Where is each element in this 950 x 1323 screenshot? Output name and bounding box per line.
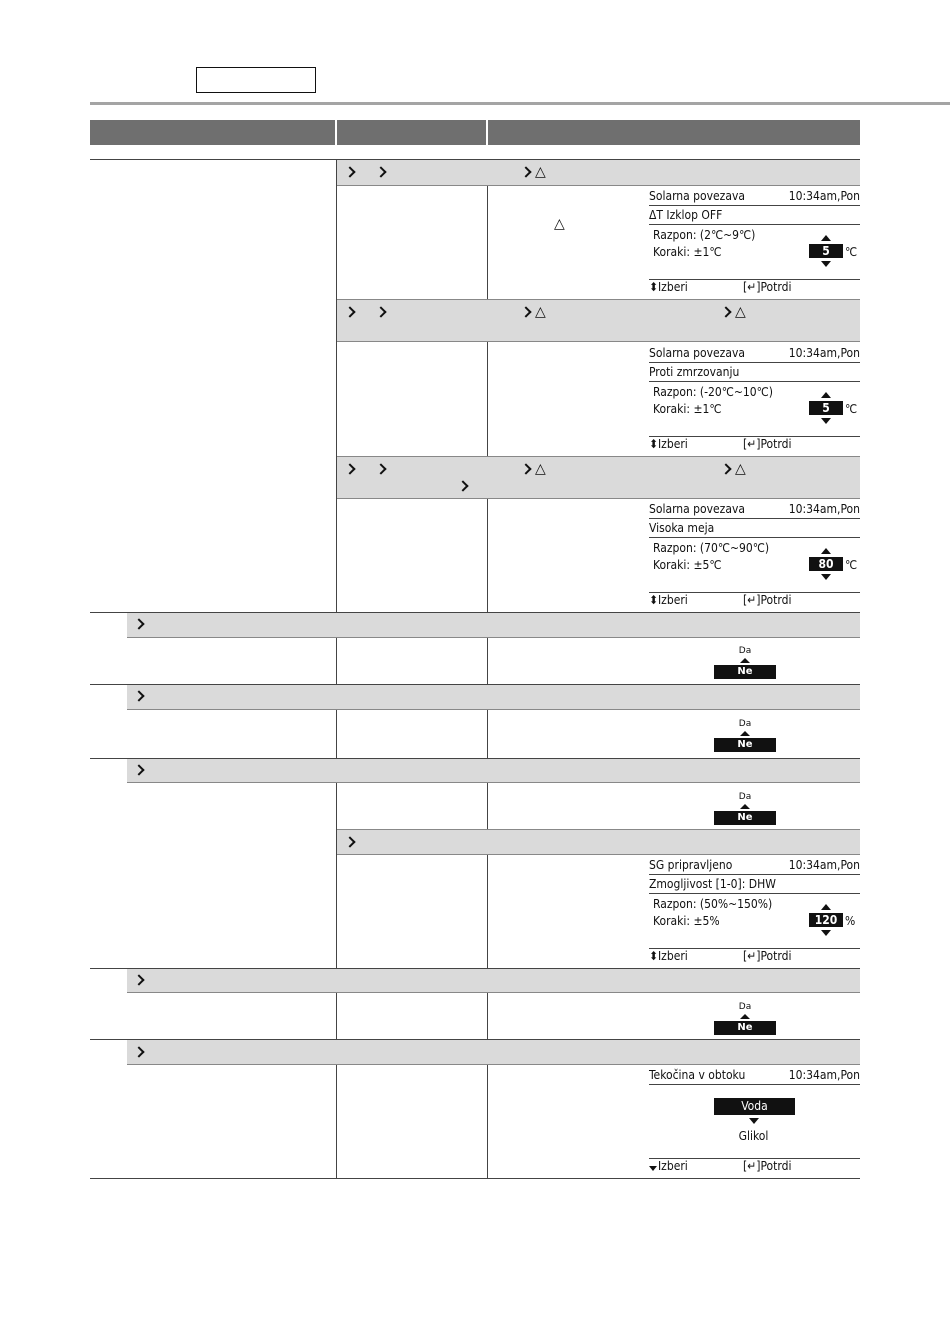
lcd-time: 10:34am,Pon (788, 502, 860, 516)
table-header (90, 120, 860, 145)
lcd-unit: ℃ (845, 558, 858, 572)
lcd-value: 120 (809, 913, 843, 927)
lcd-steps: Koraki: ±5℃ (653, 558, 722, 572)
lcd-panel (649, 186, 860, 299)
lcd-title: Tekočina v obtoku (649, 1068, 746, 1082)
no-option: Ne (714, 665, 776, 679)
lcd-confirm-label: [↵]Potrdi (743, 437, 792, 451)
lcd-unit: % (845, 914, 856, 928)
yes-option: Da (738, 1002, 752, 1012)
path-band (337, 300, 860, 341)
fluid-other-option: Glikol (738, 1129, 769, 1143)
column-divider (487, 638, 488, 684)
band-divider (127, 992, 860, 993)
lcd-range: Razpon: (-20℃~10℃) (653, 385, 773, 399)
path-band (127, 759, 860, 782)
path-band (127, 613, 860, 637)
column-divider (487, 342, 488, 456)
down-arrow-icon (749, 1118, 759, 1124)
lcd-subtitle: ΔT Izklop OFF (649, 208, 723, 222)
fluid-selected-option: Voda (714, 1098, 795, 1115)
lcd-select-label: Izberi (658, 593, 688, 607)
column-divider (336, 993, 337, 1039)
up-arrow-icon (740, 658, 750, 663)
up-arrow-icon (821, 392, 831, 398)
header-separator (335, 120, 337, 145)
lcd-title: Solarna povezava (649, 502, 745, 516)
header-separator (486, 120, 488, 145)
top-rule (90, 102, 950, 105)
lcd-value: 5 (809, 401, 843, 415)
chapter-label-box (196, 67, 316, 93)
path-band (127, 1040, 860, 1064)
lcd-steps: Koraki: ±5% (653, 914, 720, 928)
yes-no-selector (714, 646, 776, 686)
yes-no-selector (714, 719, 776, 759)
lcd-range: Razpon: (50%~150%) (653, 897, 773, 911)
lcd-title: Solarna povezava (649, 189, 745, 203)
lcd-time: 10:34am,Pon (788, 189, 860, 203)
band-divider (127, 637, 860, 638)
triangle-icon: △ (535, 304, 546, 320)
yes-no-selector (714, 1002, 776, 1042)
updown-icon: ⬍ (649, 437, 659, 451)
lcd-title: Solarna povezava (649, 346, 745, 360)
path-band (337, 457, 860, 498)
lcd-time: 10:34am,Pon (788, 858, 860, 872)
column-divider (336, 783, 337, 968)
lcd-panel (649, 499, 860, 612)
updown-icon: ⬍ (649, 949, 659, 963)
down-arrow-icon (821, 261, 831, 267)
up-arrow-icon (740, 731, 750, 736)
path-band (337, 830, 860, 854)
lcd-time: 10:34am,Pon (788, 346, 860, 360)
lcd-panel (649, 855, 860, 968)
column-divider (487, 499, 488, 612)
column-divider (336, 160, 337, 612)
triangle-icon: △ (535, 164, 546, 180)
triangle-icon: △ (554, 216, 565, 232)
down-arrow-icon (649, 1166, 657, 1171)
column-divider (336, 638, 337, 684)
up-arrow-icon (821, 235, 831, 241)
lcd-steps: Koraki: ±1℃ (653, 402, 722, 416)
column-divider (487, 783, 488, 829)
column-divider (487, 855, 488, 968)
yes-no-selector (714, 792, 776, 832)
lcd-subtitle: Proti zmrzovanju (649, 365, 740, 379)
no-option: Ne (714, 1021, 776, 1035)
lcd-panel (649, 343, 860, 456)
column-divider (487, 710, 488, 758)
yes-option: Da (738, 792, 752, 802)
column-divider (336, 710, 337, 758)
lcd-value: 80 (809, 557, 843, 571)
triangle-icon: △ (735, 304, 746, 320)
lcd-select-label: Izberi (658, 437, 688, 451)
down-arrow-icon (821, 574, 831, 580)
triangle-icon: △ (735, 461, 746, 477)
lcd-select-label: Izberi (658, 1159, 688, 1173)
up-arrow-icon (821, 904, 831, 910)
lcd-range: Razpon: (70℃~90℃) (653, 541, 770, 555)
lcd-unit: ℃ (845, 402, 858, 416)
no-option: Ne (714, 811, 776, 825)
path-band (337, 160, 860, 185)
lcd-time: 10:34am,Pon (788, 1068, 860, 1082)
no-option: Ne (714, 738, 776, 752)
band-divider (337, 341, 860, 342)
lcd-select-label: Izberi (658, 280, 688, 294)
up-arrow-icon (821, 548, 831, 554)
lcd-confirm-label: [↵]Potrdi (743, 280, 792, 294)
up-arrow-icon (740, 1014, 750, 1019)
lcd-value: 5 (809, 244, 843, 258)
updown-icon: ⬍ (649, 280, 659, 294)
down-arrow-icon (821, 930, 831, 936)
band-divider (127, 782, 860, 783)
lcd-confirm-label: [↵]Potrdi (743, 593, 792, 607)
triangle-icon: △ (535, 461, 546, 477)
lcd-select-label: Izberi (658, 949, 688, 963)
column-divider (336, 1065, 337, 1178)
lcd-confirm-label: [↵]Potrdi (743, 1159, 792, 1173)
band-divider (127, 709, 860, 710)
table-bottom-rule (90, 1178, 860, 1179)
lcd-title: SG pripravljeno (649, 858, 733, 872)
path-band (127, 969, 860, 992)
column-divider (487, 186, 488, 299)
path-band (127, 685, 860, 709)
updown-icon: ⬍ (649, 593, 659, 607)
column-divider (487, 993, 488, 1039)
lcd-subtitle: Zmogljivost [1-0]: DHW (649, 877, 776, 891)
down-arrow-icon (821, 418, 831, 424)
yes-option: Da (738, 646, 752, 656)
lcd-subtitle: Visoka meja (649, 521, 715, 535)
up-arrow-icon (740, 804, 750, 809)
yes-option: Da (738, 719, 752, 729)
lcd-unit: ℃ (845, 245, 858, 259)
fluid-lcd-panel (649, 1065, 860, 1178)
lcd-steps: Koraki: ±1℃ (653, 245, 722, 259)
lcd-range: Razpon: (2℃~9℃) (653, 228, 756, 242)
column-divider (487, 1065, 488, 1178)
lcd-confirm-label: [↵]Potrdi (743, 949, 792, 963)
